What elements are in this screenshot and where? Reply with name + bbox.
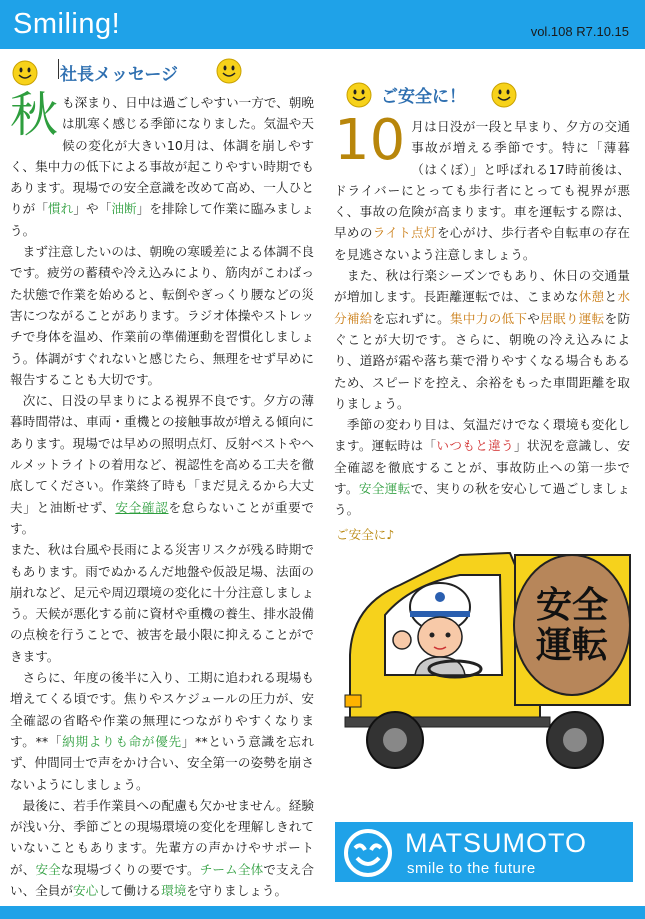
smile-logo-icon xyxy=(343,828,393,878)
newsletter-title: Smiling! xyxy=(13,8,121,40)
president-message-heading: 社長メッセージ xyxy=(60,65,178,85)
company-name: MATSUMOTO xyxy=(405,828,587,858)
dropcap: 10 xyxy=(334,108,406,173)
paragraph: また、秋は行楽シーズンでもあり、休日の交通量が増加します。長距離運転では、こまめな休憩と水分補給を忘れずに。集中力の低下や居眠り運転を防ぐことが大切です。さらに、朝晩の冷え込みにより、道路が霜や落ち葉で滑りやすくなる場合もあるため、スピードを控え、余裕をもった車間距離を取りましょう。 xyxy=(334,268,631,411)
dropcap: 秋 xyxy=(10,87,59,143)
smiley-icon xyxy=(491,82,517,108)
president-message-body xyxy=(10,87,315,901)
truck-sign-line2: 運転 xyxy=(535,625,609,666)
paragraph: 次に、日没の早まりによる視界不良です。夕方の薄暮時間帯は、車両・重機との接触事故が増える傾向にあります。現場では早めの照明点灯、反射ベストやヘルメットライトの着用など、視認性を高める工夫を徹底してください。作業終了時も「まだ見えるから大丈夫」と油断せず、安全確認を怠らないことが重要です。 xyxy=(10,393,315,536)
footer-bar xyxy=(0,906,645,919)
smiley-icon xyxy=(216,58,242,84)
paragraph: 季節の変わり目は、気温だけでなく環境も変化します。運転時は「いつもと違う」状況を意識し、安全確認を徹底することが、事故防止への第一歩です。安全運転で、実りの秋を安心して過ごしましょう。 xyxy=(334,417,631,518)
issue-number: vol.108 R7.10.15 xyxy=(530,24,629,39)
safety-heading: ご安全に！ xyxy=(381,87,466,107)
paragraph: 10 月は日没が一段と早まり、夕方の交通事故が増える季節です。特に「薄暮（はくぼ）」と呼ばれる17時前後は、ドライバーにとっても歩行者にとっても視界が悪く、事故の危険が高まります。車を運転する際は、早めのライト点灯を心がけ、歩行者や自転車の存在を見逃さないよう注意しましょう。 xyxy=(334,108,630,262)
truck-sign-line1: 安全 xyxy=(535,585,609,626)
truck-illustration xyxy=(340,545,635,780)
closing-phrase: ご安全に♪ xyxy=(336,527,395,542)
smiley-icon xyxy=(346,82,372,108)
text-cursor xyxy=(58,59,59,79)
paragraph: まず注意したいのは、朝晩の寒暖差による体調不良です。疲労の蓄積や冷え込みにより、筋肉がこわばった状態で作業を始めると、転倒やぎっくり腰などの災害につながることがあります。ラジオ体操やストレッチで身体を温め、作業前の準備運動を習慣化しましょう。体調がすぐれないと感じたら、無理をせず早めに報告することも大切です。 xyxy=(10,244,315,387)
paragraph: また、秋は台風や長雨による災害リスクが残る時期でもあります。雨でぬかるんだ地盤や仮設足場、法面の崩れなど、足元や周辺環境の変化に十分注意しましょう。天候が悪化する前に資材や重機の養生、排水設備の点検を行うことで、被害を最小限に抑えることができます。 xyxy=(10,542,314,664)
company-tagline: smile to the future xyxy=(407,860,536,877)
paragraph: 秋も深まり、日中は過ごしやすい一方で、朝晩は肌寒く感じる季節になりました。気温や天候の変化が大きい10月は、体調を崩しやすく、集中力の低下による事故が起こりやすい時期でもあります。現場での安全意識を改めて高め、一人ひとりが「慣れ」や「油断」を排除して作業に臨みましょう。 xyxy=(10,87,315,238)
paragraph: さらに、年度の後半に入り、工期に追われる現場も増えてくる頃です。焦りやスケジュールの圧力が、安全確認の省略や作業の無理につながりやすくなります。**「納期よりも命が優先」**という意識を忘れず、仲間同士で声をかけ合い、安全第一の姿勢を崩さないようにしましょう。 xyxy=(10,670,315,792)
smiley-icon xyxy=(12,60,38,86)
paragraph: 最後に、若手作業員への配慮も欠かせません。経験が浅い分、季節ごとの現場環境の変化を理解しきれていないこともあります。先輩方の声かけやサポートが、安全な現場づくりの要です。チーム全体で支え合い、全員が安心して働ける環境を守りましょう。 xyxy=(10,797,315,898)
header-bar xyxy=(0,0,645,49)
safety-column-body xyxy=(334,108,631,521)
company-logo xyxy=(335,822,633,882)
